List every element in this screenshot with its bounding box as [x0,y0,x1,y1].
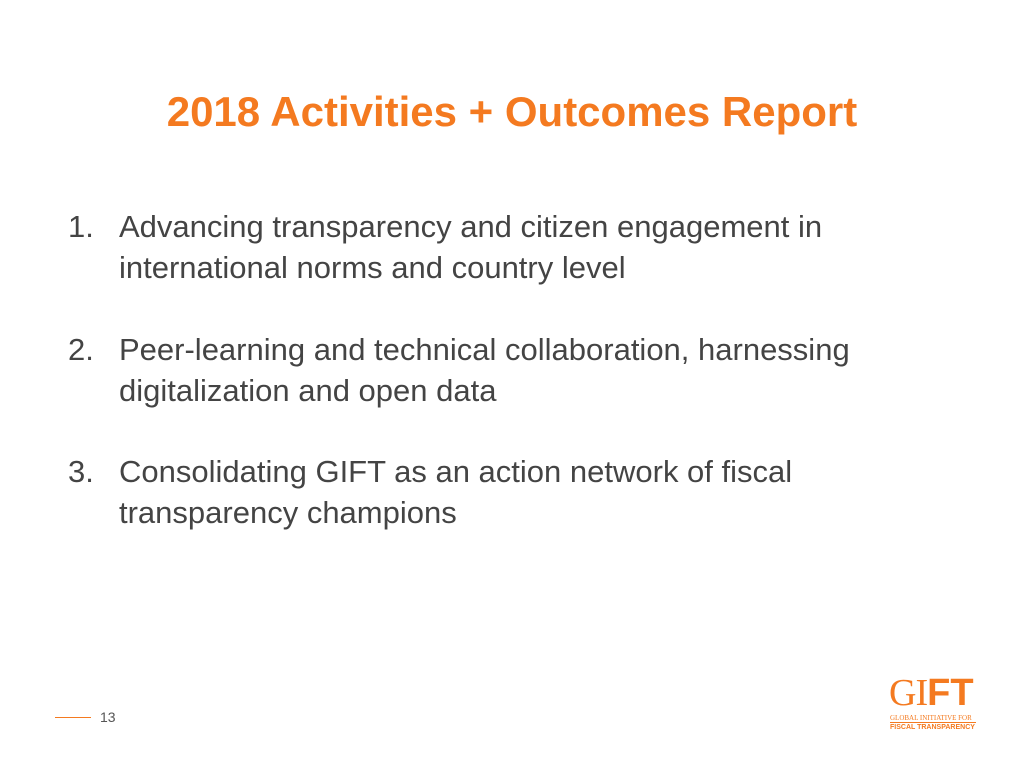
page-number: 13 [100,709,116,725]
list-item-line: Consolidating GIFT as an action network of fiscal [119,454,793,489]
list-item [68,206,968,288]
logo-mark [889,674,974,712]
list-item-line: Peer-learning and technical collaboration, harnessing [119,332,850,367]
list-item-line: Advancing transparency and citizen engagement in [119,209,823,244]
list-item-line: digitalization and open data [119,373,497,408]
list-item-number: 1. [68,209,94,244]
footer-rule [55,717,91,718]
list-item-number: 2. [68,332,94,367]
logo-mark-gi: GI [889,672,928,714]
list-item-line: transparency champions [119,495,457,530]
logo-mark-ft: FT [927,672,974,714]
gift-logo [889,674,981,734]
slide-title: 2018 Activities + Outcomes Report [166,88,858,135]
logo-text-line1: GLOBAL INITIATIVE FOR [890,714,972,722]
list-item [68,451,968,533]
list-item-number: 3. [68,454,94,489]
list-item-line: international norms and country level [119,250,626,285]
logo-text-line2: FISCAL TRANSPARENCY [890,724,975,731]
list-item [68,329,968,411]
logo-divider [890,722,976,723]
